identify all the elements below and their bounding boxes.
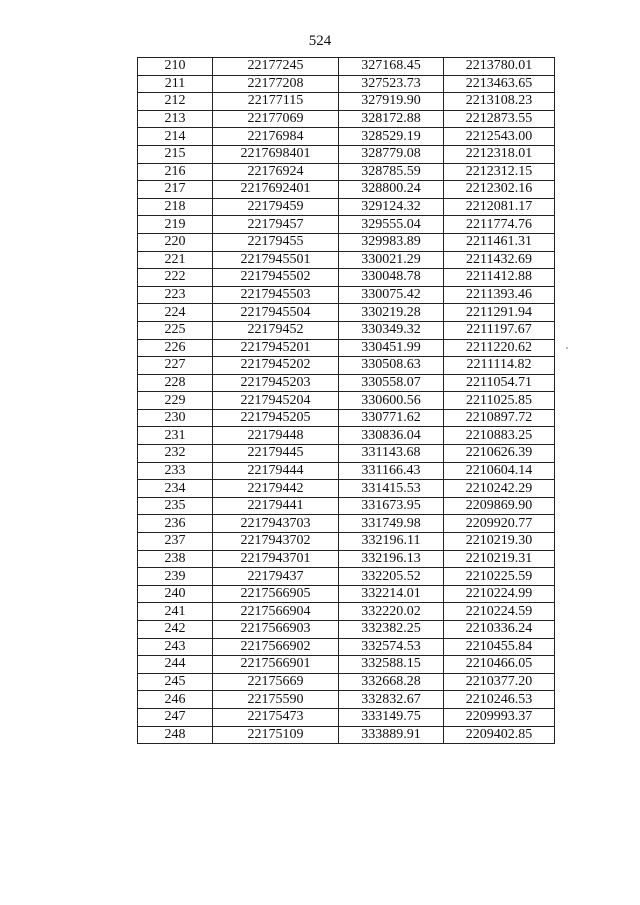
point-id-cell: 2217945202 xyxy=(213,357,339,375)
y-coordinate-cell: 2209920.77 xyxy=(444,515,555,533)
x-coordinate-cell: 330600.56 xyxy=(339,392,444,410)
x-coordinate-cell: 331143.68 xyxy=(339,445,444,463)
point-id-cell: 2217698401 xyxy=(213,145,339,163)
y-coordinate-cell: 2213108.23 xyxy=(444,93,555,111)
point-id-cell: 2217566905 xyxy=(213,585,339,603)
table-row xyxy=(138,409,555,427)
table-row xyxy=(138,445,555,463)
x-coordinate-cell: 333149.75 xyxy=(339,708,444,726)
table-row xyxy=(138,198,555,216)
table-row xyxy=(138,392,555,410)
x-coordinate-cell: 328529.19 xyxy=(339,128,444,146)
table-row xyxy=(138,462,555,480)
point-number-cell: 213 xyxy=(138,110,213,128)
point-id-cell: 22179459 xyxy=(213,198,339,216)
y-coordinate-cell: 2211054.71 xyxy=(444,374,555,392)
x-coordinate-cell: 331673.95 xyxy=(339,497,444,515)
table-row xyxy=(138,656,555,674)
point-id-cell: 2217943703 xyxy=(213,515,339,533)
x-coordinate-cell: 332588.15 xyxy=(339,656,444,674)
y-coordinate-cell: 2211291.94 xyxy=(444,304,555,322)
table-row xyxy=(138,145,555,163)
table-row xyxy=(138,321,555,339)
point-number-cell: 240 xyxy=(138,585,213,603)
y-coordinate-cell: 2209993.37 xyxy=(444,708,555,726)
x-coordinate-cell: 330558.07 xyxy=(339,374,444,392)
table-row xyxy=(138,533,555,551)
table-row xyxy=(138,726,555,744)
y-coordinate-cell: 2210224.99 xyxy=(444,585,555,603)
point-number-cell: 239 xyxy=(138,568,213,586)
x-coordinate-cell: 329555.04 xyxy=(339,216,444,234)
y-coordinate-cell: 2210219.31 xyxy=(444,550,555,568)
y-coordinate-cell: 2210897.72 xyxy=(444,409,555,427)
y-coordinate-cell: 2212081.17 xyxy=(444,198,555,216)
point-number-cell: 232 xyxy=(138,445,213,463)
table-row xyxy=(138,550,555,568)
point-id-cell: 22177208 xyxy=(213,75,339,93)
coordinates-table-body xyxy=(138,58,555,744)
table-row xyxy=(138,374,555,392)
point-id-cell: 2217945503 xyxy=(213,286,339,304)
point-id-cell: 2217945203 xyxy=(213,374,339,392)
y-coordinate-cell: 2210377.20 xyxy=(444,673,555,691)
point-number-cell: 247 xyxy=(138,708,213,726)
point-number-cell: 220 xyxy=(138,233,213,251)
y-coordinate-cell: 2210604.14 xyxy=(444,462,555,480)
point-number-cell: 217 xyxy=(138,181,213,199)
table-row xyxy=(138,357,555,375)
y-coordinate-cell: 2209869.90 xyxy=(444,497,555,515)
table-row xyxy=(138,128,555,146)
x-coordinate-cell: 332832.67 xyxy=(339,691,444,709)
table-row xyxy=(138,515,555,533)
point-id-cell: 22176984 xyxy=(213,128,339,146)
y-coordinate-cell: 2210224.59 xyxy=(444,603,555,621)
point-id-cell: 22179442 xyxy=(213,480,339,498)
x-coordinate-cell: 332196.13 xyxy=(339,550,444,568)
point-id-cell: 2217943702 xyxy=(213,533,339,551)
point-number-cell: 210 xyxy=(138,58,213,76)
table-row xyxy=(138,638,555,656)
table-row xyxy=(138,75,555,93)
point-id-cell: 2217945502 xyxy=(213,269,339,287)
table-row xyxy=(138,708,555,726)
point-number-cell: 221 xyxy=(138,251,213,269)
y-coordinate-cell: 2210883.25 xyxy=(444,427,555,445)
table-row xyxy=(138,691,555,709)
table-row xyxy=(138,304,555,322)
x-coordinate-cell: 328800.24 xyxy=(339,181,444,199)
x-coordinate-cell: 330021.29 xyxy=(339,251,444,269)
x-coordinate-cell: 332220.02 xyxy=(339,603,444,621)
y-coordinate-cell: 2213780.01 xyxy=(444,58,555,76)
point-number-cell: 226 xyxy=(138,339,213,357)
point-number-cell: 246 xyxy=(138,691,213,709)
point-number-cell: 248 xyxy=(138,726,213,744)
y-coordinate-cell: 2213463.65 xyxy=(444,75,555,93)
point-number-cell: 237 xyxy=(138,533,213,551)
y-coordinate-cell: 2211432.69 xyxy=(444,251,555,269)
point-number-cell: 231 xyxy=(138,427,213,445)
point-id-cell: 22175590 xyxy=(213,691,339,709)
point-id-cell: 22179457 xyxy=(213,216,339,234)
point-id-cell: 2217945201 xyxy=(213,339,339,357)
y-coordinate-cell: 2212318.01 xyxy=(444,145,555,163)
x-coordinate-cell: 332205.52 xyxy=(339,568,444,586)
y-coordinate-cell: 2212873.55 xyxy=(444,110,555,128)
point-id-cell: 22175473 xyxy=(213,708,339,726)
y-coordinate-cell: 2210336.24 xyxy=(444,621,555,639)
y-coordinate-cell: 2211220.62 xyxy=(444,339,555,357)
point-number-cell: 216 xyxy=(138,163,213,181)
point-number-cell: 212 xyxy=(138,93,213,111)
table-row xyxy=(138,233,555,251)
scan-speck xyxy=(566,347,568,349)
table-row xyxy=(138,110,555,128)
table-row xyxy=(138,251,555,269)
point-number-cell: 215 xyxy=(138,145,213,163)
table-row xyxy=(138,603,555,621)
point-id-cell: 2217945204 xyxy=(213,392,339,410)
x-coordinate-cell: 331166.43 xyxy=(339,462,444,480)
x-coordinate-cell: 330451.99 xyxy=(339,339,444,357)
point-number-cell: 235 xyxy=(138,497,213,515)
x-coordinate-cell: 328785.59 xyxy=(339,163,444,181)
point-id-cell: 2217945504 xyxy=(213,304,339,322)
y-coordinate-cell: 2210626.39 xyxy=(444,445,555,463)
x-coordinate-cell: 328172.88 xyxy=(339,110,444,128)
x-coordinate-cell: 330508.63 xyxy=(339,357,444,375)
point-number-cell: 223 xyxy=(138,286,213,304)
table-row xyxy=(138,585,555,603)
table-row xyxy=(138,216,555,234)
table-row xyxy=(138,269,555,287)
point-id-cell: 2217945501 xyxy=(213,251,339,269)
point-id-cell: 2217566901 xyxy=(213,656,339,674)
point-id-cell: 2217566903 xyxy=(213,621,339,639)
table-row xyxy=(138,163,555,181)
point-number-cell: 214 xyxy=(138,128,213,146)
point-id-cell: 22175669 xyxy=(213,673,339,691)
point-id-cell: 22176924 xyxy=(213,163,339,181)
x-coordinate-cell: 327523.73 xyxy=(339,75,444,93)
x-coordinate-cell: 331749.98 xyxy=(339,515,444,533)
y-coordinate-cell: 2210242.29 xyxy=(444,480,555,498)
point-id-cell: 22179455 xyxy=(213,233,339,251)
point-id-cell: 22179444 xyxy=(213,462,339,480)
point-number-cell: 224 xyxy=(138,304,213,322)
y-coordinate-cell: 2210455.84 xyxy=(444,638,555,656)
y-coordinate-cell: 2210246.53 xyxy=(444,691,555,709)
point-id-cell: 22179452 xyxy=(213,321,339,339)
y-coordinate-cell: 2211461.31 xyxy=(444,233,555,251)
table-row xyxy=(138,286,555,304)
y-coordinate-cell: 2211774.76 xyxy=(444,216,555,234)
point-number-cell: 243 xyxy=(138,638,213,656)
x-coordinate-cell: 332574.53 xyxy=(339,638,444,656)
table-row xyxy=(138,181,555,199)
point-id-cell: 2217566902 xyxy=(213,638,339,656)
point-number-cell: 245 xyxy=(138,673,213,691)
x-coordinate-cell: 330048.78 xyxy=(339,269,444,287)
table-row xyxy=(138,93,555,111)
x-coordinate-cell: 330219.28 xyxy=(339,304,444,322)
point-number-cell: 229 xyxy=(138,392,213,410)
point-number-cell: 222 xyxy=(138,269,213,287)
point-id-cell: 2217566904 xyxy=(213,603,339,621)
x-coordinate-cell: 330075.42 xyxy=(339,286,444,304)
y-coordinate-cell: 2212543.00 xyxy=(444,128,555,146)
table-row xyxy=(138,497,555,515)
y-coordinate-cell: 2211412.88 xyxy=(444,269,555,287)
point-number-cell: 238 xyxy=(138,550,213,568)
x-coordinate-cell: 332196.11 xyxy=(339,533,444,551)
point-id-cell: 22177245 xyxy=(213,58,339,76)
table-row xyxy=(138,568,555,586)
coordinates-table xyxy=(137,57,555,744)
point-number-cell: 242 xyxy=(138,621,213,639)
point-id-cell: 2217692401 xyxy=(213,181,339,199)
y-coordinate-cell: 2210219.30 xyxy=(444,533,555,551)
point-number-cell: 227 xyxy=(138,357,213,375)
point-id-cell: 22177115 xyxy=(213,93,339,111)
point-id-cell: 22179441 xyxy=(213,497,339,515)
point-number-cell: 230 xyxy=(138,409,213,427)
point-number-cell: 228 xyxy=(138,374,213,392)
y-coordinate-cell: 2209402.85 xyxy=(444,726,555,744)
table-row xyxy=(138,480,555,498)
point-id-cell: 22179448 xyxy=(213,427,339,445)
x-coordinate-cell: 332668.28 xyxy=(339,673,444,691)
point-number-cell: 241 xyxy=(138,603,213,621)
table-row xyxy=(138,673,555,691)
x-coordinate-cell: 327919.90 xyxy=(339,93,444,111)
x-coordinate-cell: 329124.32 xyxy=(339,198,444,216)
x-coordinate-cell: 327168.45 xyxy=(339,58,444,76)
point-number-cell: 218 xyxy=(138,198,213,216)
page-number: 524 xyxy=(308,33,332,49)
y-coordinate-cell: 2211025.85 xyxy=(444,392,555,410)
x-coordinate-cell: 332382.25 xyxy=(339,621,444,639)
point-number-cell: 219 xyxy=(138,216,213,234)
point-number-cell: 211 xyxy=(138,75,213,93)
y-coordinate-cell: 2210225.59 xyxy=(444,568,555,586)
x-coordinate-cell: 329983.89 xyxy=(339,233,444,251)
x-coordinate-cell: 328779.08 xyxy=(339,145,444,163)
point-number-cell: 234 xyxy=(138,480,213,498)
y-coordinate-cell: 2212302.16 xyxy=(444,181,555,199)
y-coordinate-cell: 2212312.15 xyxy=(444,163,555,181)
point-id-cell: 22177069 xyxy=(213,110,339,128)
y-coordinate-cell: 2210466.05 xyxy=(444,656,555,674)
y-coordinate-cell: 2211197.67 xyxy=(444,321,555,339)
y-coordinate-cell: 2211393.46 xyxy=(444,286,555,304)
x-coordinate-cell: 332214.01 xyxy=(339,585,444,603)
point-id-cell: 22179437 xyxy=(213,568,339,586)
point-number-cell: 244 xyxy=(138,656,213,674)
x-coordinate-cell: 333889.91 xyxy=(339,726,444,744)
x-coordinate-cell: 330836.04 xyxy=(339,427,444,445)
table-row xyxy=(138,427,555,445)
x-coordinate-cell: 331415.53 xyxy=(339,480,444,498)
x-coordinate-cell: 330771.62 xyxy=(339,409,444,427)
point-id-cell: 2217945205 xyxy=(213,409,339,427)
table-row xyxy=(138,339,555,357)
point-number-cell: 233 xyxy=(138,462,213,480)
point-number-cell: 236 xyxy=(138,515,213,533)
point-number-cell: 225 xyxy=(138,321,213,339)
point-id-cell: 22175109 xyxy=(213,726,339,744)
table-row xyxy=(138,621,555,639)
x-coordinate-cell: 330349.32 xyxy=(339,321,444,339)
point-id-cell: 22179445 xyxy=(213,445,339,463)
y-coordinate-cell: 2211114.82 xyxy=(444,357,555,375)
point-id-cell: 2217943701 xyxy=(213,550,339,568)
table-row xyxy=(138,58,555,76)
